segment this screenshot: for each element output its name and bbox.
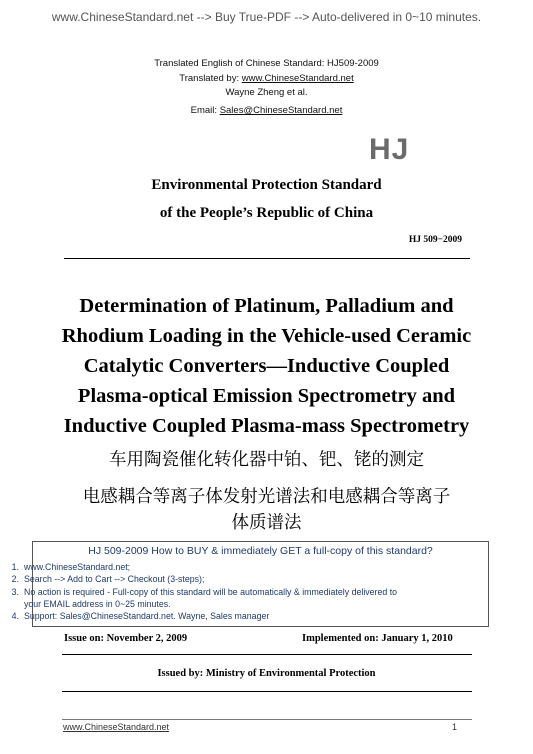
- chinese-title-line: 车用陶瓷催化转化器中铂、钯、铑的测定: [109, 450, 424, 470]
- standard-title-line2: of the People’s Republic of China: [159, 205, 374, 221]
- header-divider: [64, 258, 470, 259]
- footer-site-link[interactable]: www.ChineseStandard.net: [63, 722, 170, 732]
- english-title-line: Inductive Coupled Plasma-mass Spectrometry: [63, 415, 470, 437]
- top-banner: www.ChineseStandard.net --> Buy True-PDF --> Auto-delivered in 0~10 minutes.: [51, 10, 482, 24]
- chinese-title-line: 体质谱法: [231, 513, 302, 533]
- list-item: 3. No action is required - Full-copy of this standard will be automatically & immediately delivered to: [11, 586, 398, 597]
- email-link[interactable]: Sales@ChineseStandard.net: [219, 105, 343, 116]
- list-item-continuation: your EMAIL address in 0~25 minutes.: [24, 598, 171, 609]
- translator-email: [0, 105, 533, 116]
- list-item: 4. Support: Sales@ChineseStandard.net. Wayne, Sales manager: [11, 611, 270, 622]
- issued-by: Issued by: Ministry of Environmental Protection: [157, 668, 376, 679]
- english-title-line: Rhodium Loading in the Vehicle-used Ceramic: [61, 325, 472, 347]
- hj-logo: HJ: [369, 133, 410, 166]
- english-title: [40, 291, 493, 441]
- dates-divider: [62, 654, 472, 655]
- translated-by-label: Translated by:: [179, 73, 242, 84]
- implemented-date: Implemented on: January 1, 2010: [302, 633, 453, 644]
- footer-divider: [62, 719, 472, 720]
- buy-info-list: [1, 561, 491, 622]
- translator-site-link[interactable]: www.ChineseStandard.net: [241, 73, 354, 84]
- english-title-line: Catalytic Converters—Inductive Coupled: [83, 355, 450, 377]
- english-title-line: Plasma-optical Emission Spectrometry and: [77, 385, 456, 407]
- email-label: Email:: [190, 105, 220, 116]
- buy-info-title: HJ 509-2009 How to BUY & immediately GET a full-copy of this standard?: [88, 545, 433, 557]
- chinese-title-line: 电感耦合等离子体发射光谱法和电感耦合等离子: [82, 487, 451, 507]
- issue-date: Issue on: November 2, 2009: [64, 633, 188, 644]
- translation-source: Translated English of Chinese Standard: HJ509-2009: [154, 58, 379, 69]
- list-item: 1. www.ChineseStandard.net;: [11, 562, 131, 572]
- list-item: 2. Search --> Add to Cart --> Checkout (3-steps);: [11, 574, 205, 585]
- standard-title-line1: Environmental Protection Standard: [151, 177, 382, 193]
- translated-by: [0, 73, 533, 84]
- english-title-line: Determination of Platinum, Palladium and: [79, 295, 454, 317]
- page-number: 1: [452, 722, 458, 732]
- standard-number: HJ 509−2009: [408, 235, 462, 245]
- issuer-divider: [62, 691, 472, 692]
- translator-names: Wayne Zheng et al.: [225, 87, 308, 98]
